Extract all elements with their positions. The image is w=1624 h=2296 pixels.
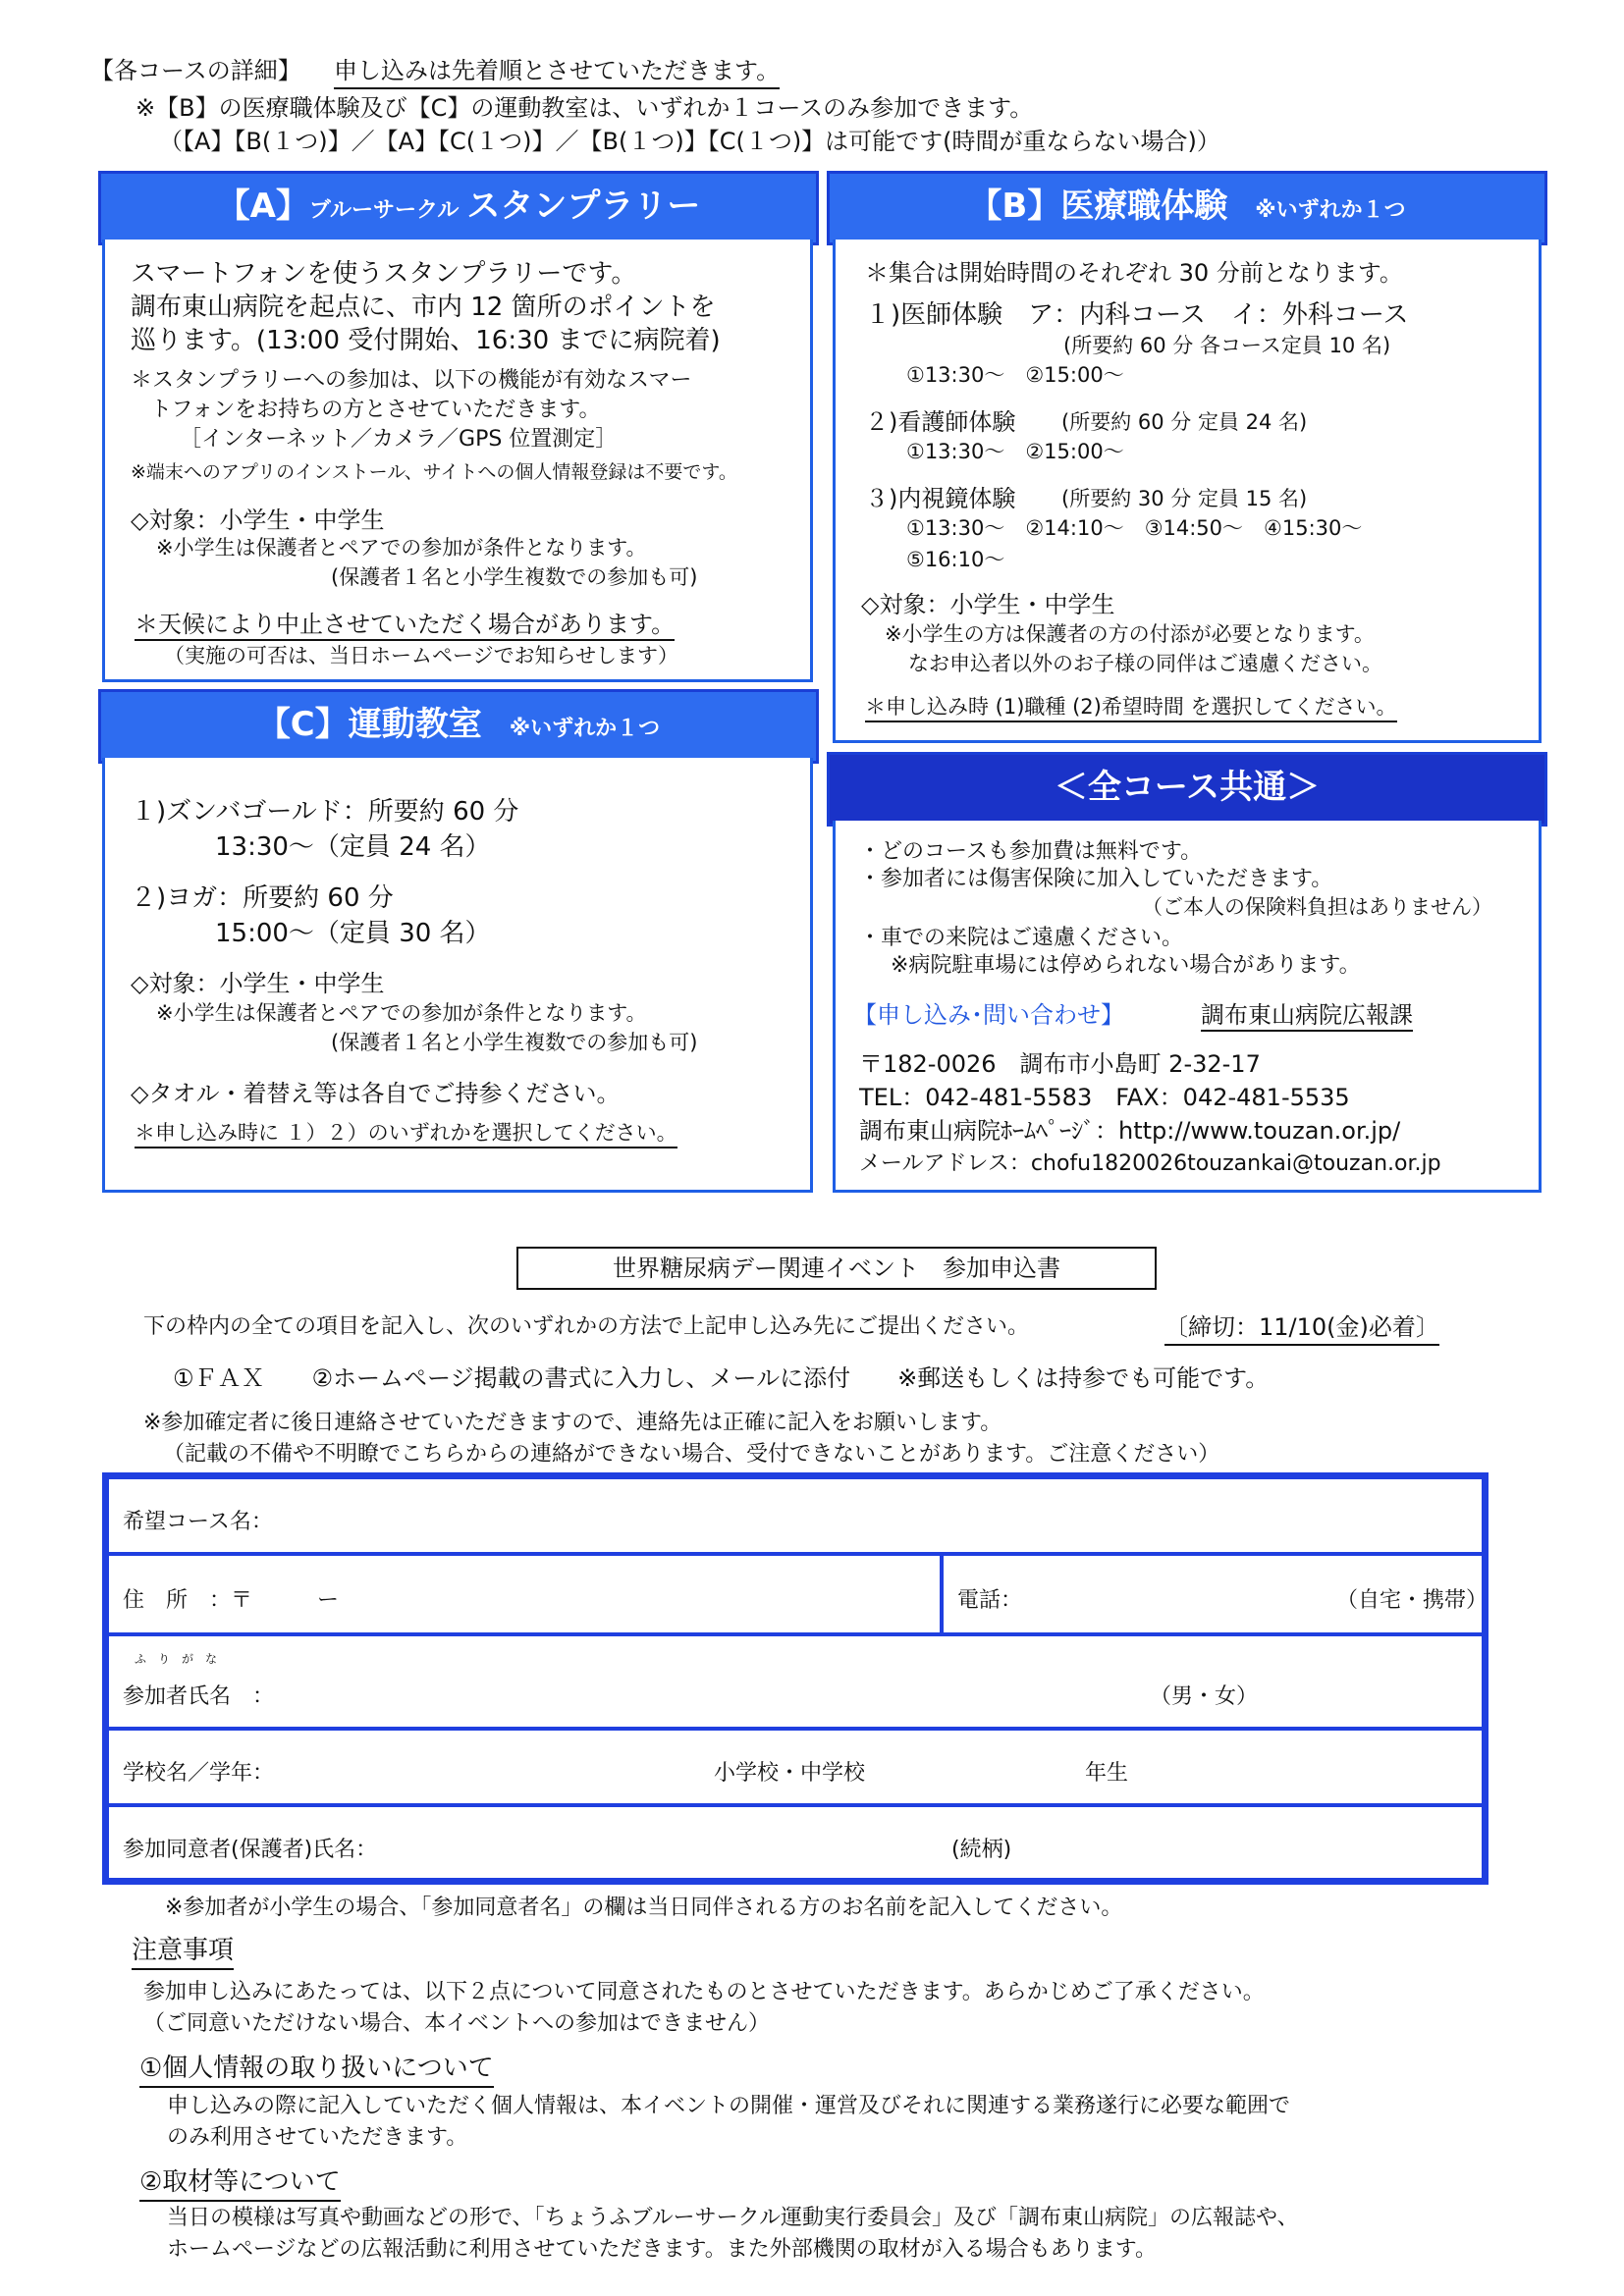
- course-c-zumba: １)ズンバゴールド：所要約 60 分: [131, 797, 519, 827]
- course-a-panel: [102, 240, 813, 682]
- name-field-label: 参加者氏名 ：: [123, 1684, 275, 1709]
- course-c-target-note: (保護者１名と小学生複数での参加も可): [331, 1031, 698, 1054]
- course-a-target-note: ※小学生は保護者とペアでの参加が条件となります。: [156, 536, 647, 560]
- notes-title: 注意事項: [132, 1930, 234, 1970]
- media-text: ホームページなどの広報活動に利用させていただきます。また外部機関の取材が入る場合もあります。: [167, 2237, 1158, 2262]
- common-car-note: ・車での来院はご遠慮ください。: [859, 926, 1184, 950]
- course-b-target-note: ※小学生の方は保護者の方の付添が必要となります。: [885, 622, 1375, 646]
- common-header: [827, 752, 1547, 827]
- media-text: 当日の模様は写真や動画などの形で、「ちょうふブルーサークル運動実行委員会」及び「調布東山病院」の広報誌や、: [167, 2206, 1299, 2230]
- guardian-row[interactable]: [107, 1805, 1484, 1880]
- form-deadline: 〔締切：11/10(金)必着〕: [1164, 1308, 1439, 1346]
- course-a-subtitle: ブルーサークル: [308, 198, 460, 223]
- course-b-doctor-info: (所要約 60 分 各コース定員 10 名): [1063, 334, 1391, 357]
- privacy-text: 申し込みの際に記入していただく個人情報は、本イベントの開催・運営及びそれに関連する業務遂行に必要な範囲で: [167, 2094, 1291, 2118]
- common-insurance-note: ・参加者には傷害保険に加入していただきます。: [859, 867, 1333, 891]
- course-a-line: 巡ります。(13:00 受付開始、16:30 までに病院着): [131, 326, 721, 355]
- course-a-weather-note: ＊天候により中止させていただく場合があります。: [135, 605, 675, 641]
- combination-note: （【A】【B(１つ)】／【A】【C(１つ)】／【B(１つ)】【C(１つ)】は可能です(時間が重ならない場合)）: [159, 128, 1220, 155]
- course-a-title: スタンプラリー: [466, 187, 701, 226]
- course-row[interactable]: [107, 1477, 1484, 1554]
- privacy-title: ①個人情報の取り扱いについて: [139, 2048, 494, 2088]
- contact-email[interactable]: メールアドレス：chofu1820026touzankai@touzan.or.jp: [859, 1151, 1441, 1176]
- common-insurance-detail: （ご本人の保険料負担はありません）: [1142, 895, 1492, 919]
- common-parking-note: ※病院駐車場には停められない場合があります。: [891, 953, 1361, 978]
- course-a-app-note: ※端末へのアプリのインストール、サイトへの個人情報登録は不要です。: [131, 461, 737, 483]
- course-c-yoga-time: 15:00～（定員 30 名）: [215, 919, 491, 948]
- form-instruction: 下の枠内の全ての項目を記入し、次のいずれかの方法で上記申し込み先にご提出ください。: [143, 1314, 1030, 1339]
- phone-row[interactable]: [942, 1554, 1489, 1634]
- course-a-target-note: (保護者１名と小学生複数での参加も可): [331, 565, 698, 589]
- form-title: 世界糖尿病デー関連イベント 参加申込書: [516, 1247, 1157, 1290]
- relation-label: (続柄): [951, 1838, 1012, 1862]
- course-c-panel: [102, 758, 813, 1193]
- gender-label: （男・女）: [1150, 1684, 1259, 1709]
- course-b-target: ◇対象：小学生・中学生: [861, 591, 1115, 618]
- form-footnote: ※参加者が小学生の場合、「参加同意者名」の欄は当日同伴される方のお名前を記入してください。: [165, 1896, 1123, 1920]
- course-b-panel: [833, 240, 1542, 743]
- form-methods: ①ＦＡＸ ②ホームページ掲載の書式に入力し、メールに添付 ※郵送もしくは持参でも可能です。: [173, 1364, 1270, 1392]
- address-field-label: 住 所 ：〒 ー: [123, 1588, 340, 1613]
- school-row[interactable]: [107, 1729, 1484, 1805]
- common-title: ＜全コース共通＞: [1054, 768, 1321, 807]
- course-c-target: ◇対象：小学生・中学生: [131, 970, 385, 997]
- details-heading: 【各コースの詳細】: [90, 57, 301, 84]
- course-c-title: 【C】運動教室: [256, 705, 482, 744]
- course-b-endoscope-info: (所要約 30 分 定員 15 名): [1061, 487, 1308, 510]
- course-b-nurse-times: ①13:30～ ②15:00～: [906, 440, 1124, 463]
- course-a-target: ◇対象：小学生・中学生: [131, 507, 385, 534]
- course-a-device-note: トフォンをお持ちの方とさせていただきます。: [150, 398, 601, 422]
- privacy-text: のみ利用させていただきます。: [167, 2125, 468, 2150]
- course-c-select-note: ※いずれか１つ: [509, 717, 661, 741]
- phone-type-label: （自宅・携帯）: [1336, 1588, 1489, 1613]
- phone-field-label: 電話：: [957, 1588, 1023, 1613]
- course-c-apply-note: ＊申し込み時に １）２）のいずれかを選択してください。: [135, 1117, 677, 1148]
- course-a-header: [98, 171, 819, 245]
- course-a-bracket: 【A】: [216, 187, 309, 226]
- contact-label: 【申し込み･問い合わせ】: [853, 1001, 1124, 1029]
- contact-address: 〒182-0026 調布市小島町 2-32-17: [859, 1050, 1261, 1078]
- course-c-yoga: ２)ヨガ：所要約 60 分: [131, 883, 394, 913]
- course-b-title: 【B】医療職体験: [968, 187, 1228, 226]
- course-a-weather-info: （実施の可否は、当日ホームページでお知らせします）: [164, 644, 678, 667]
- course-field-label: 希望コース名：: [123, 1510, 273, 1534]
- course-b-apply-note: ＊申し込み時 (1)職種 (2)希望時間 を選択してください。: [865, 691, 1397, 722]
- contact-website[interactable]: 調布東山病院ﾎｰﾑﾍﾟｰｼﾞ：http://www.touzan.or.jp/: [859, 1117, 1401, 1145]
- notes-intro: 参加申し込みにあたっては、以下２点について同意されたものとさせていただきます。あらかじめご了承ください。: [143, 1980, 1265, 2004]
- application-form: [102, 1472, 1489, 1885]
- course-b-gather-note: ＊集合は開始時間のそれぞれ 30 分前となります。: [865, 259, 1403, 287]
- contact-tel-fax: TEL：042-481-5583 FAX：042-481-5535: [859, 1084, 1350, 1111]
- course-b-endoscope-times: ⑤16:10～: [906, 548, 1005, 571]
- course-b-header: [827, 171, 1547, 245]
- common-panel: [833, 821, 1542, 1193]
- course-a-line: スマートフォンを使うスタンプラリーです。: [131, 259, 637, 289]
- course-b-select-note: ※いずれか１つ: [1255, 198, 1406, 223]
- one-course-note: ※【B】の医療職体験及び【C】の運動教室は、いずれか１コースのみ参加できます。: [135, 94, 1034, 122]
- media-title: ②取材等について: [139, 2162, 341, 2202]
- course-a-line: 調布東山病院を起点に、市内 12 箇所のポイントを: [131, 293, 716, 322]
- course-c-zumba-time: 13:30～（定員 24 名）: [215, 832, 491, 862]
- school-field-label: 学校名／学年：: [123, 1761, 275, 1786]
- course-c-target-note: ※小学生は保護者とペアでの参加が条件となります。: [156, 1001, 647, 1025]
- course-b-endoscope-times: ①13:30～ ②14:10～ ③14:50～ ④15:30～: [906, 516, 1363, 540]
- course-b-endoscope: ３)内視鏡体験: [865, 485, 1016, 512]
- guardian-field-label: 参加同意者(保護者)氏名：: [123, 1838, 378, 1862]
- course-a-device-features: ［インターネット／カメラ／GPS 位置測定］: [180, 427, 618, 452]
- course-b-target-note: なお申込者以外のお子様の同伴はご遠慮ください。: [908, 652, 1382, 675]
- address-row[interactable]: [107, 1554, 942, 1634]
- notes-intro: （ご同意いただけない場合、本イベントへの参加はできません）: [143, 2011, 771, 2036]
- course-a-device-note: ＊スタンプラリーへの参加は、以下の機能が有効なスマー: [131, 368, 692, 393]
- form-contact-note: ※参加確定者に後日連絡させていただきますので、連絡先は正確に記入をお願いします。: [143, 1411, 1002, 1435]
- course-b-nurse-info: (所要約 60 分 定員 24 名): [1061, 410, 1308, 434]
- course-c-header: [98, 689, 819, 764]
- course-c-towel-note: ◇タオル・着替え等は各自でご持参ください。: [131, 1080, 621, 1107]
- grade-label: 年生: [1085, 1761, 1129, 1786]
- course-b-nurse: ２)看護師体験: [865, 408, 1016, 436]
- school-type-label: 小学校・中学校: [714, 1761, 866, 1786]
- common-fee-note: ・どのコースも参加費は無料です。: [859, 839, 1203, 864]
- course-b-doctor: １)医師体験 ア：内科コース イ：外科コース: [865, 300, 1409, 330]
- first-come-note: 申し込みは先着順とさせていただきます。: [334, 51, 780, 89]
- contact-org: 調布東山病院広報課: [1201, 995, 1413, 1032]
- course-b-doctor-times: ①13:30～ ②15:00～: [906, 363, 1124, 387]
- furigana-label: ふ り が な: [135, 1652, 218, 1666]
- name-row[interactable]: [107, 1634, 1484, 1729]
- form-caution-note: （記載の不備や不明瞭でこちらからの連絡ができない場合、受付できないことがあります。ご注意ください）: [163, 1442, 1220, 1467]
